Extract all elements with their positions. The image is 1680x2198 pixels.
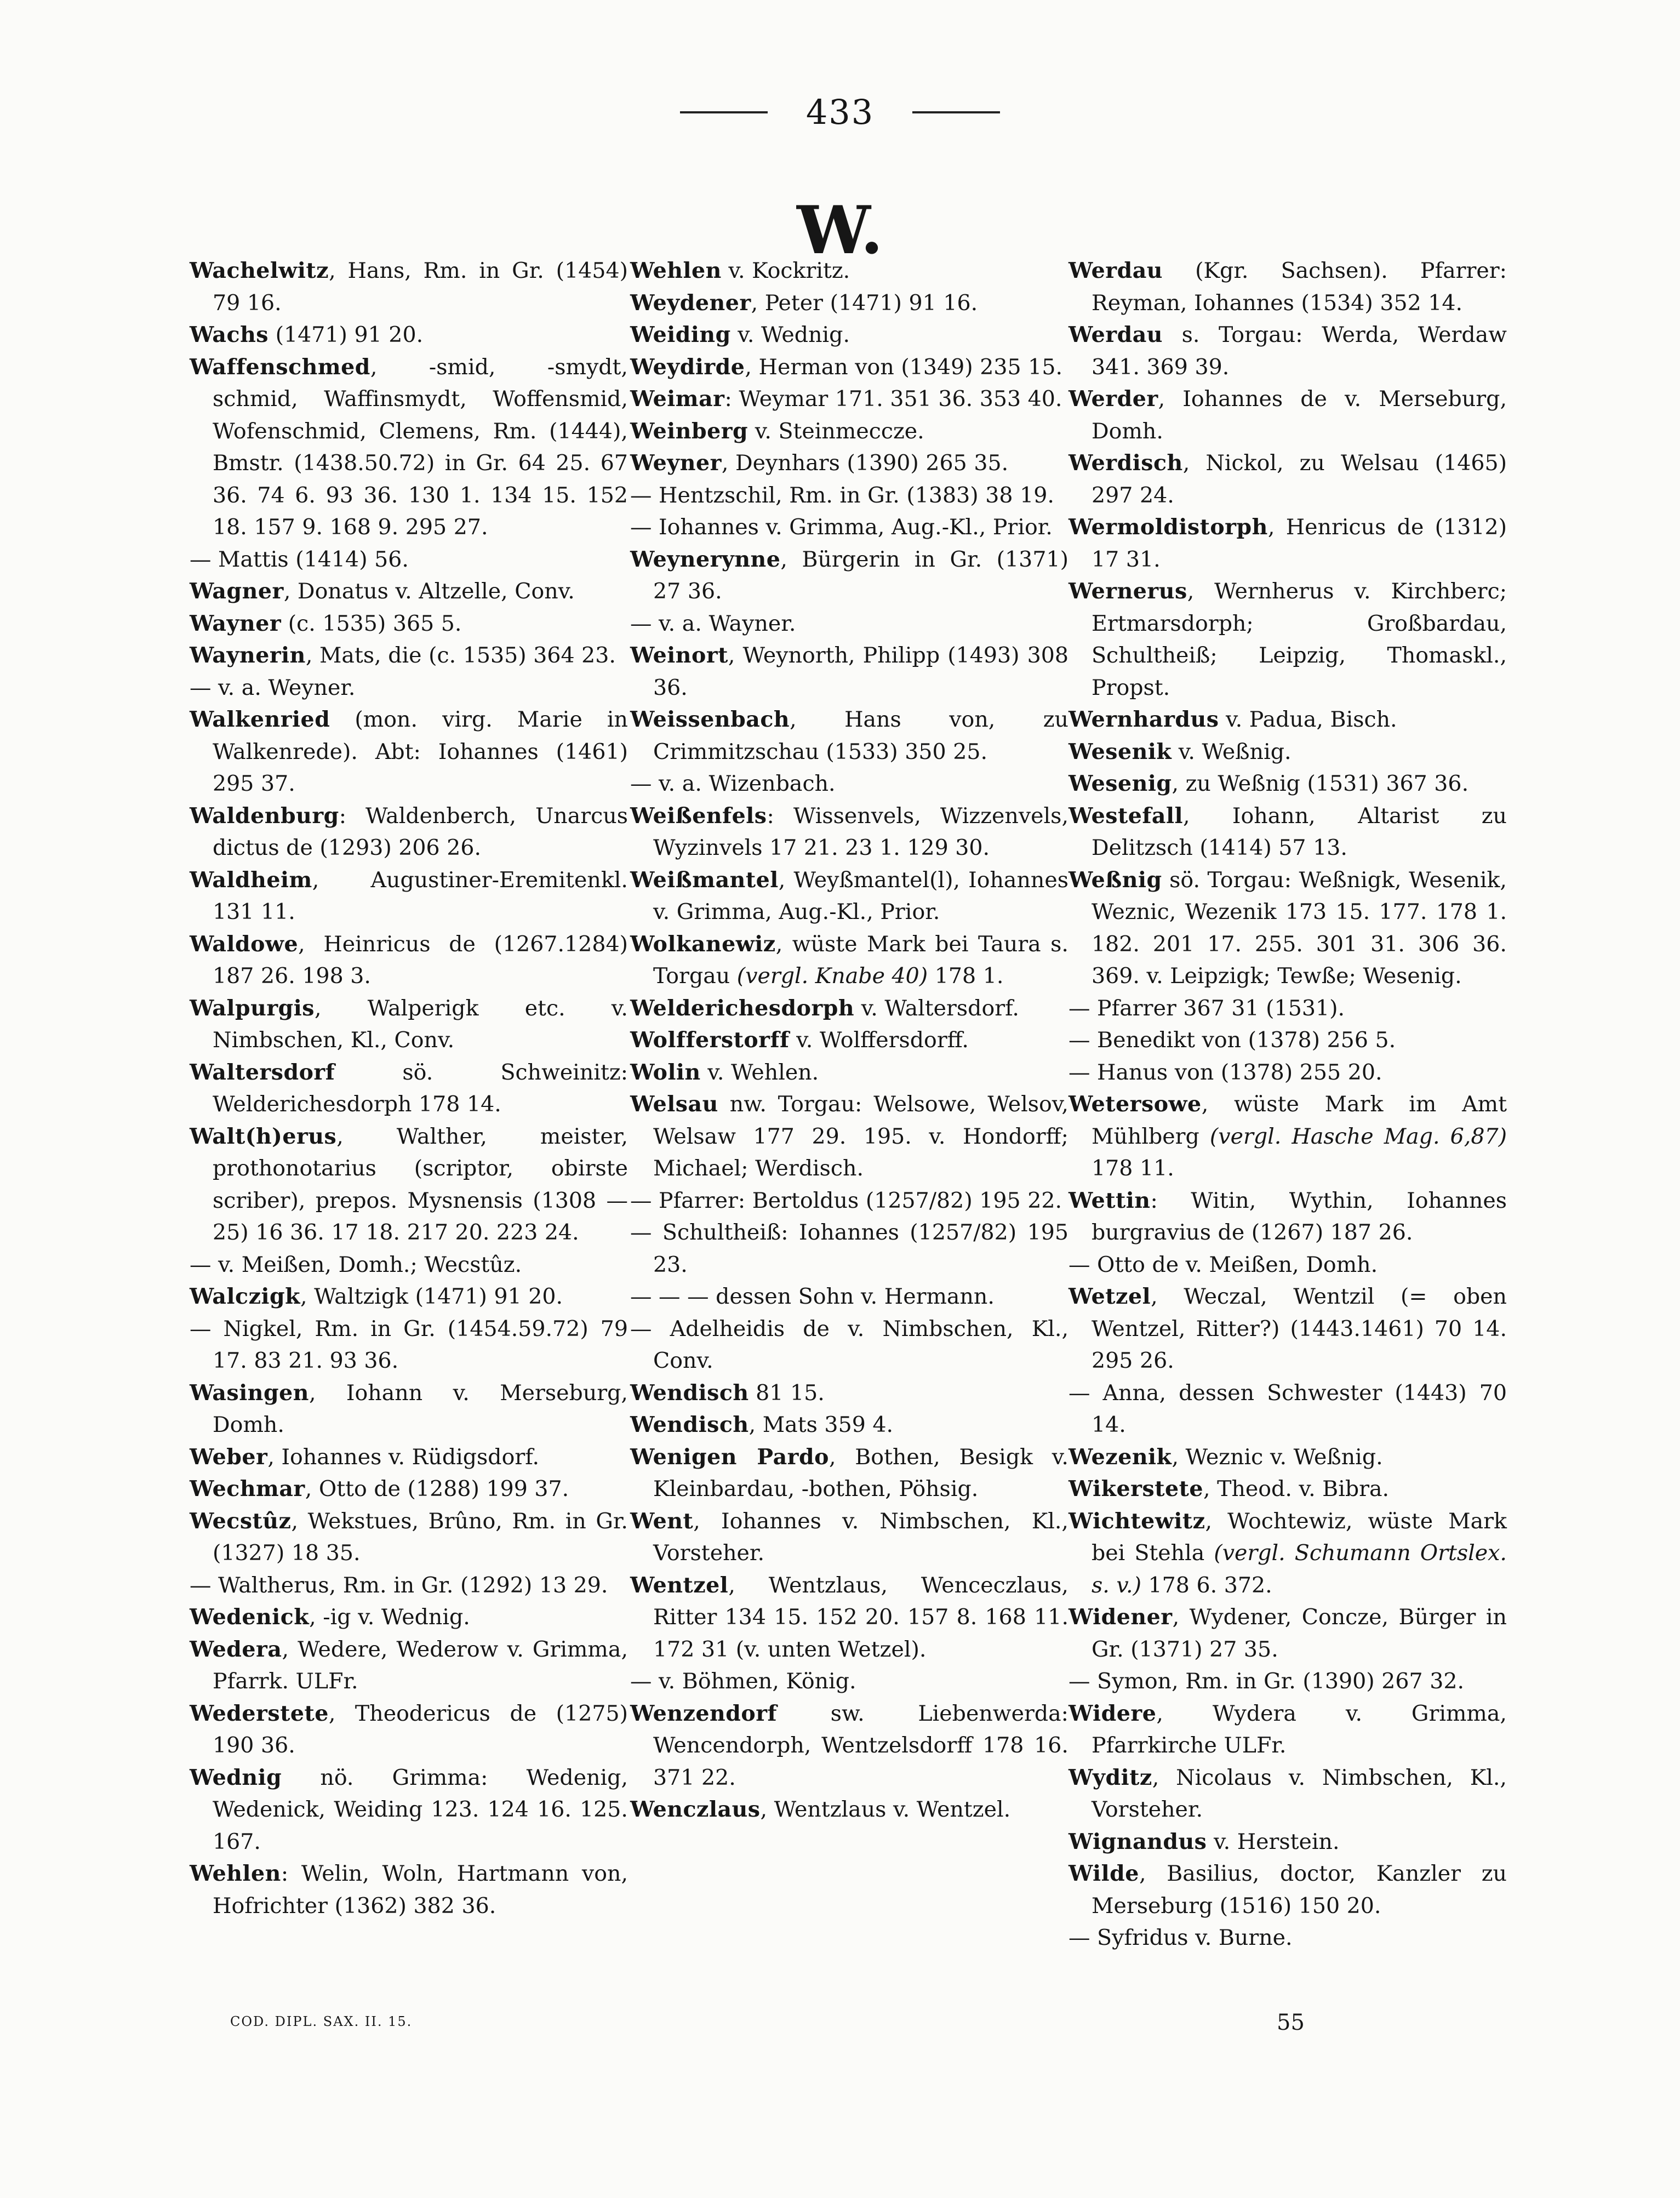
entry-text: , -smid, -smydt, schmid, Waffinsmydt, Woffensmid, Wofenschmid, Clemens, Rm. (1444), Bmstr. (1438.50.72) in Gr. 64 25. 67 36. 74 6. 93 36. 130 1. 134 15. 152 18. 157 9. 168 9. 295 27. xyxy=(213,354,628,540)
index-entry xyxy=(190,255,628,319)
entry-text: , Weznic v. Weßnig. xyxy=(1172,1444,1383,1470)
entry-headword: Wetzel xyxy=(1068,1284,1151,1309)
entry-text: , wüste Mark bei Taura s. Torgau xyxy=(653,931,1068,989)
entry-text: , Donatus v. Altzelle, Conv. xyxy=(283,579,575,604)
entry-headword: Werdau xyxy=(1068,258,1163,283)
footer-source: COD. DIPL. SAX. II. 15. xyxy=(230,2014,413,2029)
entry-text: , Deynhars (1390) 265 35. xyxy=(721,450,1009,476)
entry-headword: Wenigen Pardo xyxy=(630,1444,829,1470)
index-entry xyxy=(630,608,1068,640)
entry-text: : Waldenberch, Unarcus dictus de (1293) 206 26. xyxy=(213,803,628,860)
entry-headword: Wachs xyxy=(190,322,269,347)
entry-text: , Wydener, Concze, Bürger in Gr. (1371) 27 35. xyxy=(1092,1605,1507,1662)
entry-headword: Waldheim xyxy=(190,867,312,893)
entry-text: — — — dessen Sohn v. Hermann. xyxy=(630,1284,995,1309)
entry-headword: Weinberg xyxy=(630,418,748,444)
entry-text: : Welin, Woln, Hartmann von, Hofrichter (1362) 382 36. xyxy=(213,1861,628,1919)
entry-text: — Pfarrer: Bertoldus (1257/82) 195 22. xyxy=(630,1188,1062,1213)
section-letter: W. xyxy=(797,192,883,269)
entry-text: — Hentzschil, Rm. in Gr. (1383) 38 19. xyxy=(630,482,1054,508)
index-entry xyxy=(630,928,1068,992)
entry-text: , Iohann, Altarist zu Delitzsch (1414) 57 13. xyxy=(1092,803,1507,860)
entry-text: 178 6. 372. xyxy=(1141,1572,1272,1598)
entry-headword: Weynerynne xyxy=(630,546,781,572)
entry-text: : Weymar 171. 351 36. 353 40. xyxy=(724,386,1062,412)
index-entry xyxy=(190,1121,628,1249)
index-entry xyxy=(1068,1858,1507,1922)
index-entry xyxy=(1068,1762,1507,1826)
entry-text: — Schultheiß: Iohannes (1257/82) 195 23. xyxy=(630,1220,1068,1277)
entry-text: v. Wolffersdorff. xyxy=(789,1027,969,1053)
index-entry xyxy=(190,864,628,928)
entry-text: , Augustiner-Eremitenkl. 131 11. xyxy=(213,867,628,924)
entry-text: — Waltherus, Rm. in Gr. (1292) 13 29. xyxy=(190,1572,608,1598)
index-entry xyxy=(630,1665,1068,1698)
index-entry xyxy=(1068,383,1507,447)
index-entry xyxy=(630,864,1068,928)
entry-text: 178 1. xyxy=(928,963,1004,989)
entry-text: , Mats, die (c. 1535) 364 23. xyxy=(305,643,616,668)
index-entry xyxy=(190,1473,628,1505)
entry-text: 178 11. xyxy=(1092,1156,1174,1181)
entry-text: nw. Torgau: Welsowe, Welsov, Welsaw 177 29. 195. v. Hondorff; Michael; Werdisch. xyxy=(653,1092,1068,1181)
index-entry xyxy=(630,351,1068,384)
entry-headword: Wolin xyxy=(630,1059,701,1085)
index-entry xyxy=(190,1281,628,1313)
entry-headword: Wechmar xyxy=(190,1476,305,1502)
index-entry xyxy=(1068,319,1507,383)
entry-text: — Anna, dessen Schwester (1443) 70 14. xyxy=(1068,1380,1507,1437)
index-entry xyxy=(1068,1377,1507,1441)
entry-text: — v. Meißen, Domh.; Wecstûz. xyxy=(190,1252,522,1277)
entry-headword: Weßnig xyxy=(1068,867,1162,893)
index-entry xyxy=(190,1569,628,1602)
entry-headword: Werder xyxy=(1068,386,1158,412)
index-entry xyxy=(1068,1024,1507,1057)
entry-text: , Wedere, Wederow v. Grimma, Pfarrk. ULFr. xyxy=(213,1636,628,1694)
entry-text: , Theodericus de (1275) 190 36. xyxy=(213,1700,628,1758)
index-column-3 xyxy=(1068,255,1507,1954)
entry-headword: Wasingen xyxy=(190,1380,309,1406)
index-entry xyxy=(190,319,628,351)
index-entry xyxy=(1068,1601,1507,1665)
index-entry xyxy=(630,640,1068,704)
entry-headword: Weiding xyxy=(630,322,731,347)
index-entry xyxy=(190,1249,628,1281)
entry-text: sw. Liebenwerda: Wencendorph, Wentzelsdorff 178 16. 371 22. xyxy=(653,1700,1068,1790)
index-entry xyxy=(630,1088,1068,1185)
entry-text: — v. a. Weyner. xyxy=(190,675,356,700)
entry-reference: (vergl. Hasche Mag. 6,87) xyxy=(1209,1123,1507,1149)
index-entry xyxy=(1068,992,1507,1025)
entry-text: , Bürgerin in Gr. (1371) 27 36. xyxy=(653,546,1068,604)
index-entry xyxy=(630,1377,1068,1409)
entry-text: , wüste Mark im Amt Mühlberg xyxy=(1092,1092,1507,1149)
entry-text: v. Weßnig. xyxy=(1172,739,1292,764)
index-entry xyxy=(190,1441,628,1474)
entry-text: (1471) 91 20. xyxy=(268,322,424,347)
index-entry xyxy=(630,1217,1068,1281)
entry-headword: Wesenig xyxy=(1068,771,1172,796)
entry-headword: Wermoldistorph xyxy=(1068,515,1268,540)
entry-text: , Nicolaus v. Nimbschen, Kl., Vorsteher. xyxy=(1092,1765,1507,1822)
entry-headword: Welderichesdorph xyxy=(630,995,855,1021)
index-entry xyxy=(630,255,1068,287)
entry-reference: (vergl. Knabe 40) xyxy=(736,963,928,989)
entry-text: , Herman von (1349) 235 15. xyxy=(745,354,1062,380)
index-entry xyxy=(190,640,628,672)
index-entry xyxy=(630,1505,1068,1569)
entry-text: — Hanus von (1378) 255 20. xyxy=(1068,1059,1382,1085)
entry-text: , Wentzlaus, Wenceczlaus, Ritter 134 15. 152 20. 157 8. 168 11. 172 31 (v. unten Wetzel). xyxy=(653,1572,1068,1662)
entry-text: v. Kockritz. xyxy=(721,258,850,283)
entry-text: (mon. virg. Marie in Walkenrede). Abt: Iohannes (1461) 295 37. xyxy=(213,707,628,796)
index-entry xyxy=(1068,511,1507,575)
entry-text: , Walther, meister, prothonotarius (scriptor, obirste scriber), prepos. Mysnensis (1308 —25) 16 36. 17 18. 217 20. 223 24. xyxy=(213,1123,628,1245)
index-entry xyxy=(630,1794,1068,1826)
entry-text: , Wochtewiz, wüste Mark bei Stehla xyxy=(1092,1508,1507,1566)
entry-text: v. Waltersdorf. xyxy=(854,995,1019,1021)
entry-headword: Wachelwitz xyxy=(190,258,329,283)
entry-headword: Wilde xyxy=(1068,1861,1139,1886)
index-entry xyxy=(630,287,1068,319)
entry-text: — Nigkel, Rm. in Gr. (1454.59.72) 79 17. 83 21. 93 36. xyxy=(190,1316,628,1373)
entry-text: , Henricus de (1312) 17 31. xyxy=(1092,515,1507,572)
index-entry xyxy=(630,1281,1068,1313)
entry-text: , zu Weßnig (1531) 367 36. xyxy=(1172,771,1469,796)
entry-text: v. Padua, Bisch. xyxy=(1219,707,1397,732)
entry-text: , Wernherus v. Kirchberc; Ertmarsdorph; Großbardau, Schultheiß; Leipzig, Thomaskl., Propst. xyxy=(1092,579,1507,700)
entry-headword: Wikerstete xyxy=(1068,1476,1203,1502)
entry-headword: Wichtewitz xyxy=(1068,1508,1205,1534)
entry-headword: Waldowe xyxy=(190,931,299,957)
entry-headword: Waldenburg xyxy=(190,803,339,829)
entry-headword: Waffenschmed xyxy=(190,354,370,380)
index-entry xyxy=(1068,768,1507,800)
entry-headword: Wederstete xyxy=(190,1700,329,1726)
index-column-1 xyxy=(190,255,628,1922)
entry-text: , Wydera v. Grimma, Pfarrkirche ULFr. xyxy=(1092,1700,1507,1758)
index-entry xyxy=(1068,1249,1507,1281)
entry-headword: Walkenried xyxy=(190,707,330,732)
index-entry xyxy=(630,479,1068,512)
index-entry xyxy=(1068,575,1507,704)
index-entry xyxy=(1068,800,1507,864)
entry-headword: Welsau xyxy=(630,1092,718,1117)
entry-text: v. Wehlen. xyxy=(700,1059,819,1085)
index-entry xyxy=(630,800,1068,864)
index-entry xyxy=(190,1313,628,1377)
index-entry xyxy=(1068,1441,1507,1474)
index-entry xyxy=(190,351,628,544)
index-entry xyxy=(190,1858,628,1922)
entry-headword: Weydener xyxy=(630,290,751,316)
entry-headword: Weydirde xyxy=(630,354,745,380)
entry-headword: Weyner xyxy=(630,450,722,476)
entry-headword: Wettin xyxy=(1068,1188,1151,1213)
index-entry xyxy=(190,704,628,800)
entry-text: , Weynorth, Philipp (1493) 308 36. xyxy=(653,643,1068,700)
entry-text: nö. Grimma: Wedenig, Wedenick, Weiding 123. 124 16. 125. 167. xyxy=(213,1765,628,1854)
entry-text: , Iohannes de v. Merseburg, Domh. xyxy=(1092,386,1507,444)
index-entry xyxy=(630,1441,1068,1505)
entry-text: — Mattis (1414) 56. xyxy=(190,546,409,572)
entry-text: , Weczal, Wentzil (= oben Wentzel, Ritter?) (1443.1461) 70 14. 295 26. xyxy=(1092,1284,1507,1373)
index-entry xyxy=(630,1313,1068,1377)
entry-headword: Wignandus xyxy=(1068,1829,1207,1854)
index-entry xyxy=(630,319,1068,351)
entry-headword: Wendisch xyxy=(630,1412,749,1437)
entry-text: — Iohannes v. Grimma, Aug.-Kl., Prior. xyxy=(630,515,1053,540)
index-entry xyxy=(630,1409,1068,1441)
entry-text: sö. Torgau: Weßnigk, Wesenik, Weznic, Wezenik 173 15. 177. 178 1. 182. 201 17. 255. 301 31. 306 36. 369. v. Leipzigk; Tewße; Wesenig. xyxy=(1092,867,1507,989)
entry-text: s. Torgau: Werda, Werdaw 341. 369 39. xyxy=(1092,322,1507,380)
index-entry xyxy=(630,447,1068,479)
index-entry xyxy=(630,544,1068,608)
entry-text: , Bothen, Besigk v. Kleinbardau, -bothen, Pöhsig. xyxy=(653,1444,1068,1502)
index-entry xyxy=(630,1024,1068,1057)
entry-headword: Widener xyxy=(1068,1605,1173,1630)
entry-headword: Weinort xyxy=(630,643,728,668)
index-entry xyxy=(190,608,628,640)
entry-headword: Werdisch xyxy=(1068,450,1183,476)
index-entry xyxy=(190,575,628,608)
entry-text: , Wentzlaus v. Wentzel. xyxy=(760,1797,1011,1822)
page-header xyxy=(0,92,1680,132)
entry-headword: Wernerus xyxy=(1068,579,1187,604)
entry-headword: Walpurgis xyxy=(190,995,315,1021)
index-entry xyxy=(630,768,1068,800)
entry-text: , Waltzigk (1471) 91 20. xyxy=(300,1284,563,1309)
entry-text: — v. a. Wizenbach. xyxy=(630,771,836,796)
entry-text: v. Steinmeccze. xyxy=(748,418,924,444)
entry-headword: Waltersdorf xyxy=(190,1059,335,1085)
entry-text: , Hans, Rm. in Gr. (1454) 79 16. xyxy=(213,258,628,316)
entry-text: , Otto de (1288) 199 37. xyxy=(305,1476,569,1502)
index-entry xyxy=(190,1505,628,1569)
entry-headword: Wesenik xyxy=(1068,739,1172,764)
entry-text: , Peter (1471) 91 16. xyxy=(751,290,978,316)
entry-headword: Widere xyxy=(1068,1700,1157,1726)
index-entry xyxy=(630,383,1068,415)
signature-mark: 55 xyxy=(1277,2010,1305,2035)
entry-text: (Kgr. Sachsen). Pfarrer: Reyman, Iohannes (1534) 352 14. xyxy=(1092,258,1507,316)
index-entry xyxy=(1068,447,1507,511)
entry-text: — Symon, Rm. in Gr. (1390) 267 32. xyxy=(1068,1669,1465,1694)
index-entry xyxy=(1068,1473,1507,1505)
entry-headword: Wyditz xyxy=(1068,1765,1152,1790)
index-entry xyxy=(630,1698,1068,1794)
entry-text: , Wekstues, Brûno, Rm. in Gr. (1327) 18 35. xyxy=(213,1508,628,1566)
entry-text: : Witin, Wythin, Iohannes burgravius de (1267) 187 26. xyxy=(1092,1188,1507,1245)
entry-text: — Benedikt von (1378) 256 5. xyxy=(1068,1027,1396,1053)
index-entry xyxy=(1068,704,1507,736)
entry-headword: Wehlen xyxy=(630,258,722,283)
entry-text: — v. a. Wayner. xyxy=(630,610,796,636)
entry-headword: Weber xyxy=(190,1444,268,1470)
index-entry xyxy=(1068,1698,1507,1762)
index-entry xyxy=(190,1698,628,1762)
page-number: 433 xyxy=(805,92,875,132)
entry-text: , Nickol, zu Welsau (1465) 297 24. xyxy=(1092,450,1507,508)
index-entry xyxy=(190,1057,628,1121)
entry-text: , Walperigk etc. v. Nimbschen, Kl., Conv. xyxy=(213,995,628,1053)
index-entry xyxy=(1068,255,1507,319)
entry-text: , Basilius, doctor, Kanzler zu Merseburg (1516) 150 20. xyxy=(1092,1861,1507,1919)
index-entry xyxy=(1068,1665,1507,1698)
entry-text: — v. Böhmen, König. xyxy=(630,1669,856,1694)
entry-headword: Wednig xyxy=(190,1765,282,1790)
index-entry xyxy=(190,1762,628,1858)
entry-text: , Theod. v. Bibra. xyxy=(1203,1476,1390,1502)
entry-text: sö. Schweinitz: Welderichesdorph 178 14. xyxy=(213,1059,628,1117)
entry-headword: Wentzel xyxy=(630,1572,729,1598)
entry-text: , Hans von, zu Crimmitzschau (1533) 350 25. xyxy=(653,707,1068,764)
entry-headword: Wayner xyxy=(190,610,282,636)
entry-headword: Waynerin xyxy=(190,643,306,668)
index-entry xyxy=(1068,1185,1507,1249)
entry-headword: Weimar xyxy=(630,386,725,412)
index-entry xyxy=(190,992,628,1057)
entry-headword: Wolfferstorff xyxy=(630,1027,790,1053)
entry-text: , Mats 359 4. xyxy=(748,1412,894,1437)
index-entry xyxy=(630,511,1068,544)
index-entry xyxy=(190,1634,628,1698)
entry-text: — Adelheidis de v. Nimbschen, Kl., Conv. xyxy=(630,1316,1068,1373)
entry-text: , Heinricus de (1267.1284) 187 26. 198 3. xyxy=(213,931,628,989)
entry-text: , Iohannes v. Rüdigsdorf. xyxy=(267,1444,540,1470)
index-entry xyxy=(190,672,628,704)
entry-headword: Wetersowe xyxy=(1068,1092,1202,1117)
index-entry xyxy=(630,415,1068,448)
entry-headword: Wecstûz xyxy=(190,1508,292,1534)
entry-headword: Wagner xyxy=(190,579,284,604)
entry-headword: Walt(h)erus xyxy=(190,1123,337,1149)
entry-text: , Iohann v. Merseburg, Domh. xyxy=(213,1380,628,1437)
entry-headword: Wedenick xyxy=(190,1605,310,1630)
entry-headword: Wendisch xyxy=(630,1380,749,1406)
index-entry xyxy=(1068,864,1507,992)
entry-text: , Weyßmantel(l), Iohannes v. Grimma, Aug.-Kl., Prior. xyxy=(653,867,1068,924)
index-entry xyxy=(630,704,1068,768)
entry-text: — Pfarrer 367 31 (1531). xyxy=(1068,995,1345,1021)
entry-text: v. Wednig. xyxy=(730,322,850,347)
index-entry xyxy=(630,1057,1068,1089)
index-entry xyxy=(630,1185,1068,1217)
entry-headword: Wernhardus xyxy=(1068,707,1219,732)
entry-headword: Wenzendorf xyxy=(630,1700,778,1726)
index-entry xyxy=(190,1377,628,1441)
entry-headword: Wezenik xyxy=(1068,1444,1172,1470)
entry-text: , Iohannes v. Nimbschen, Kl., Vorsteher. xyxy=(653,1508,1068,1566)
index-entry xyxy=(190,544,628,576)
index-entry xyxy=(630,1569,1068,1666)
entry-text: — Otto de v. Meißen, Domh. xyxy=(1068,1252,1378,1277)
entry-headword: Weißenfels xyxy=(630,803,767,829)
entry-reference: (vergl. Schumann Ortslex. s. v.) xyxy=(1092,1540,1507,1598)
index-entry xyxy=(1068,1281,1507,1377)
entry-headword: Wolkanewiz xyxy=(630,931,776,957)
entry-text: v. Herstein. xyxy=(1207,1829,1340,1854)
entry-headword: Walczigk xyxy=(190,1284,301,1309)
index-entry xyxy=(630,992,1068,1025)
entry-text: 81 15. xyxy=(748,1380,825,1406)
entry-text: : Wissenvels, Wizzenvels, Wyzinvels 17 21. 23 1. 129 30. xyxy=(653,803,1068,860)
entry-text: , -ig v. Wednig. xyxy=(309,1605,470,1630)
entry-text: — Syfridus v. Burne. xyxy=(1068,1925,1293,1950)
index-entry xyxy=(190,928,628,992)
index-entry xyxy=(1068,1505,1507,1602)
header-rule-right xyxy=(912,111,1000,113)
index-entry xyxy=(1068,736,1507,768)
entry-headword: Wenczlaus xyxy=(630,1797,761,1822)
entry-headword: Weißmantel xyxy=(630,867,779,893)
entry-headword: Werdau xyxy=(1068,322,1163,347)
index-entry xyxy=(1068,1922,1507,1954)
index-entry xyxy=(190,800,628,864)
entry-text: (c. 1535) 365 5. xyxy=(281,610,462,636)
entry-headword: Weissenbach xyxy=(630,707,790,732)
entry-headword: Wehlen xyxy=(190,1861,281,1886)
index-entry xyxy=(1068,1057,1507,1089)
index-entry xyxy=(1068,1088,1507,1185)
index-column-2 xyxy=(630,255,1068,1826)
entry-headword: Westefall xyxy=(1068,803,1183,829)
index-entry xyxy=(1068,1826,1507,1858)
entry-headword: Went xyxy=(630,1508,694,1534)
entry-headword: Wedera xyxy=(190,1636,282,1662)
header-rule-left xyxy=(680,111,768,113)
index-entry xyxy=(190,1601,628,1634)
